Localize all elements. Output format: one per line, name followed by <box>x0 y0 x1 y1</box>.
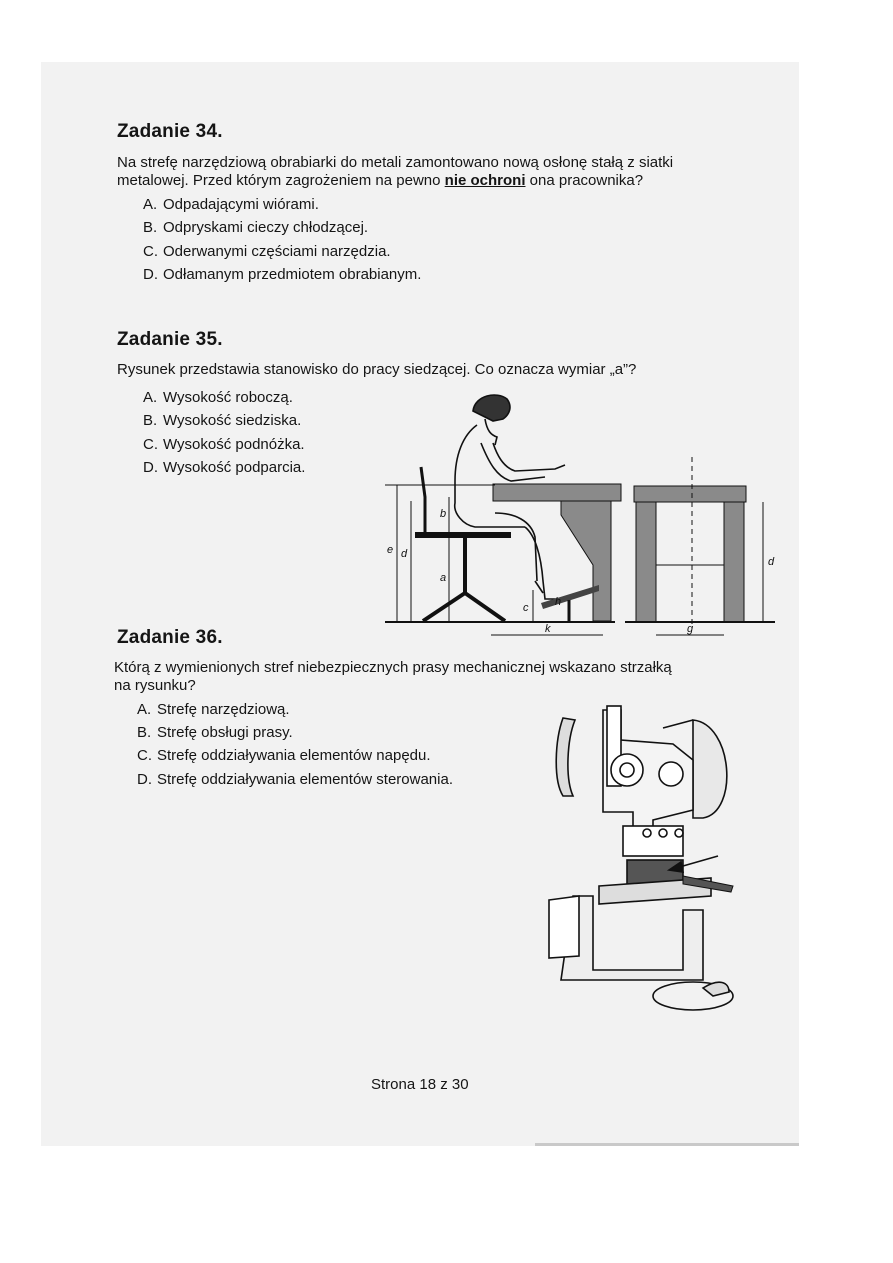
dim-label-e: e <box>387 544 394 556</box>
press-base <box>561 896 703 980</box>
task36-title: Zadanie 36. <box>117 627 223 648</box>
task34-question-line1: Na strefę narzędziową obrabiarki do metali zamontowano nową osłonę stałą z siatki <box>117 154 674 171</box>
task34-question <box>117 154 767 190</box>
task34-option-a[interactable]: A. Odpadającymi wiórami. <box>143 196 319 213</box>
desk-front-view <box>625 457 775 635</box>
task34-option-c[interactable]: C. Oderwanymi częściami narzędzia. <box>143 243 391 260</box>
task36-option-b[interactable]: B. Strefę obsługi prasy. <box>137 724 293 741</box>
task36-question-line2: na rysunku? <box>114 677 196 694</box>
flywheel <box>693 720 727 818</box>
task35-option-d[interactable]: D. Wysokość podparcia. <box>143 459 306 476</box>
dim-label-a: a <box>440 572 447 584</box>
task35-option-b[interactable]: B. Wysokość siedziska. <box>143 412 302 429</box>
dim-label-b: b <box>440 508 447 520</box>
page-number: Strona 18 z 30 <box>371 1076 469 1093</box>
task36-option-c[interactable]: C. Strefę oddziaływania elementów napędu. <box>137 747 431 764</box>
task34-option-b[interactable]: B. Odpryskami cieczy chłodzącej. <box>143 219 369 236</box>
task36-option-d[interactable]: D. Strefę oddziaływania elementów sterowania. <box>137 771 453 788</box>
task35-option-c[interactable]: C. Wysokość podnóżka. <box>143 436 305 453</box>
task34-option-d[interactable]: D. Odłamanym przedmiotem obrabianym. <box>143 266 422 283</box>
task36-question <box>114 659 774 695</box>
dim-label-d2: d <box>768 556 775 568</box>
mechanical-press-figure <box>543 700 753 1015</box>
task36-question-line1: Którą z wymienionych stref niebezpiecznych prasy mechanicznej wskazano strzałką <box>114 659 672 676</box>
dim-label-d: d <box>401 548 408 560</box>
task35-title: Zadanie 35. <box>117 329 223 350</box>
task36-option-a[interactable]: A. Strefę narzędziową. <box>137 701 290 718</box>
dim-label-g: g <box>687 623 694 635</box>
task35-option-a[interactable]: A. Wysokość roboczą. <box>143 389 293 406</box>
scan-edge-line <box>535 1143 799 1146</box>
press-ram <box>623 826 683 856</box>
chair-seat <box>415 532 511 538</box>
chair-base <box>423 538 505 621</box>
desk-top <box>493 484 621 501</box>
dim-label-h: h <box>555 596 562 608</box>
task35-question: Rysunek przedstawia stanowisko do pracy siedzącej. Co oznacza wymiar „a”? <box>117 361 637 378</box>
task34-question-line2: metalowej. Przed którym zagrożeniem na pewno nie ochroni ona pracownika? <box>117 172 644 189</box>
dim-label-c: c <box>523 602 529 614</box>
workstation-figure <box>385 385 780 645</box>
dim-label-k: k <box>545 623 551 635</box>
belt-guard <box>556 718 575 796</box>
task34-emphasis: nie ochroni <box>444 172 526 189</box>
chair-back <box>421 467 425 535</box>
task34-title: Zadanie 34. <box>117 121 223 142</box>
